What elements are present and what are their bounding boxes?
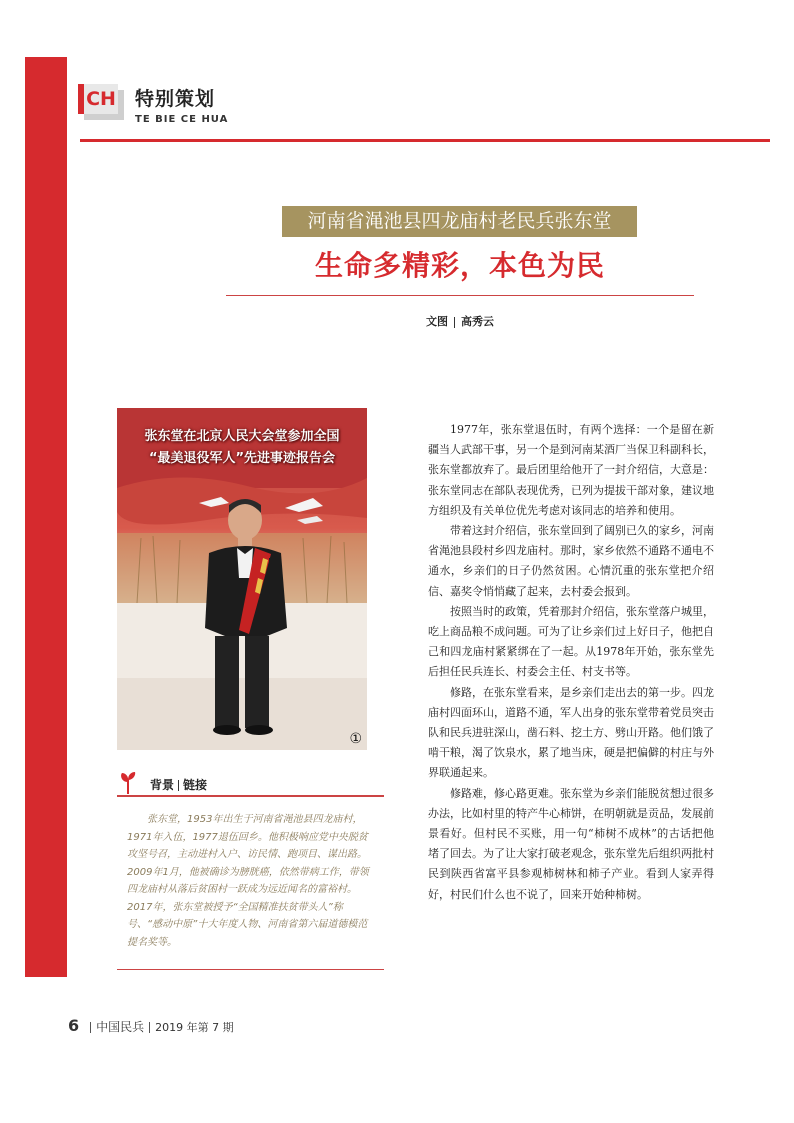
header-divider bbox=[80, 139, 770, 142]
body-paragraph-5: 修路难，修心路更难。张东堂为乡亲们能脱贫想过很多办法，比如村里的特产牛心柿饼，在明朝就是贡品，发展前景看好。但村民不买账，用一句“柿树不成林”的古话把他堵了回去。为了让大家打破老观念，张东堂先后组织两批村民到陕西省富平县参观柿树林和柿子产业。看到人家弄得好，村民们什么也不说了，回来开始种柿树。 bbox=[428, 786, 714, 901]
article-body bbox=[428, 420, 714, 905]
article-photo bbox=[117, 408, 367, 750]
article-title: 生命多精彩，本色为民 bbox=[314, 249, 605, 282]
title-divider bbox=[226, 295, 694, 296]
photo-caption-line1: 张东堂在北京人民大会堂参加全国 bbox=[144, 429, 340, 444]
photo-caption bbox=[117, 426, 367, 470]
magazine-name: 中国民兵 bbox=[96, 1020, 145, 1034]
background-divider-bottom bbox=[117, 969, 384, 970]
section-pinyin: TE BIE CE HUA bbox=[135, 114, 229, 125]
background-link-title bbox=[150, 776, 207, 793]
body-paragraph-4: 修路，在张东堂看来，是乡亲们走出去的第一步。四龙庙村四面环山，道路不通，军人出身的张东堂带着党员突击队和民兵进驻深山，凿石料、挖土方、劈山开路。他们饿了啃干粮，渴了饮泉水，累了地当床，硬是把偏僻的村庄与外界联通起来。 bbox=[428, 685, 714, 780]
page-footer bbox=[68, 1016, 234, 1035]
byline-label: 文图 bbox=[426, 315, 448, 328]
issue-number: 2019 年第 7 期 bbox=[155, 1021, 234, 1034]
section-logo bbox=[78, 84, 122, 118]
article-subtitle: 河南省渑池县四龙庙村老民兵张东堂 bbox=[282, 206, 637, 237]
background-label: 背景 bbox=[150, 778, 175, 792]
byline bbox=[390, 313, 530, 329]
left-red-bar bbox=[25, 57, 67, 977]
link-label: 链接 bbox=[183, 778, 208, 792]
section-title: 特别策划 bbox=[135, 88, 216, 110]
body-paragraph-2: 带着这封介绍信，张东堂回到了阔别已久的家乡，河南省渑池县段村乡四龙庙村。那时，家乡依然不通路不通电不通水，乡亲们的日子仍然贫困。心情沉重的张东堂把介绍信、嘉奖令悄悄藏了起来，去村委会报到。 bbox=[428, 524, 714, 598]
background-text: 张东堂，1953年出生于河南省渑池县四龙庙村，1971年入伍，1977退伍回乡。他积极响应党中央脱贫攻坚号召，主动进村入户、访民情、跑项目、谋出路。2009年1月，他被确诊为膀胱癌，依然带病工作，带领四龙庙村从落后贫困村一跃成为远近闻名的富裕村。2017年，张东堂被授予“全国精准扶贫带头人”称号、“感动中原”十大年度人物、河南省第六届道德模范提名奖等。 bbox=[127, 814, 369, 948]
background-divider-top bbox=[117, 795, 384, 797]
photo-number: ① bbox=[349, 731, 362, 747]
body-paragraph-1: 1977年，张东堂退伍时，有两个选择：一个是留在新疆当人武部干事，另一个是到河南某酒厂当保卫科副科长，张东堂都放弃了。最后团里给他开了一封介绍信，大意是：张东堂同志在部队表现优秀，已列为提拔干部对象，建议地方组织及有关单位优先考虑对该同志的培养和使用。 bbox=[428, 423, 714, 517]
byline-author: 高秀云 bbox=[461, 315, 494, 328]
sprout-icon bbox=[119, 770, 137, 794]
photo-caption-line2: “最美退役军人”先进事迹报告会 bbox=[148, 451, 336, 466]
section-logo-text: CH bbox=[78, 84, 118, 114]
page-number: 6 bbox=[68, 1016, 80, 1035]
body-paragraph-3: 按照当时的政策，凭着那封介绍信，张东堂落户城里，吃上商品粮不成问题。可为了让乡亲们过上好日子，他把自己和四龙庙村紧紧绑在了一起。从1978年开始，张东堂先后担任民兵连长、村委会主任、村支书等。 bbox=[428, 604, 714, 679]
